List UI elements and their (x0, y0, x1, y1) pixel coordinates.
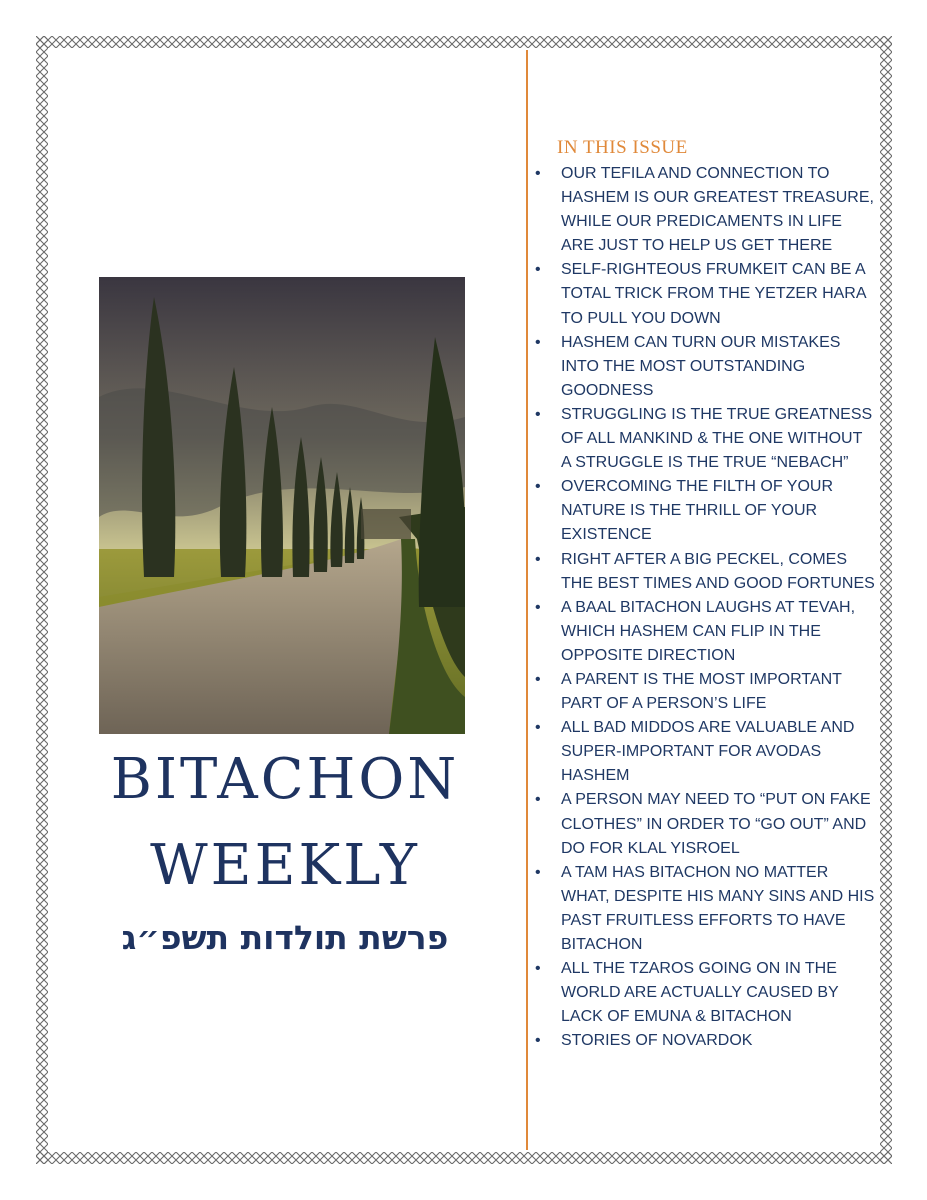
newsletter-title-line1: BITACHON (110, 747, 460, 812)
bullet-icon: • (535, 960, 541, 978)
list-item: • OVERCOMING THE FILTH OF YOUR NATURE IS THE THRILL OF YOUR EXISTENCE (535, 475, 875, 547)
list-item: • OUR TEFILA AND CONNECTION TO HASHEM IS OUR GREATEST TREASURE, WHILE OUR PREDICAMENTS IN LIFE ARE JUST TO HELP US GET THERE (535, 162, 875, 258)
issue-list (535, 162, 875, 1053)
bullet-icon: • (535, 719, 541, 737)
newsletter-title-line2: WEEKLY (150, 833, 420, 898)
in-this-issue-section (535, 137, 875, 1053)
in-this-issue-heading: IN THIS ISSUE (557, 137, 688, 158)
list-item: • ALL BAD MIDDOS ARE VALUABLE AND SUPER-IMPORTANT FOR AVODAS HASHEM (535, 716, 875, 788)
bullet-icon: • (535, 550, 541, 568)
list-item: • A PARENT IS THE MOST IMPORTANT PART OF A PERSON’S LIFE (535, 668, 875, 716)
bullet-icon: • (535, 863, 541, 881)
column-divider (526, 50, 528, 1150)
list-item: • A PERSON MAY NEED TO “PUT ON FAKE CLOTHES” IN ORDER TO “GO OUT” AND DO FOR KLAL YISROEL (535, 788, 875, 860)
list-item: • SELF-RIGHTEOUS FRUMKEIT CAN BE A TOTAL TRICK FROM THE YETZER HARA TO PULL YOU DOWN (535, 258, 875, 330)
bullet-icon: • (535, 1032, 541, 1050)
parsha-subtitle: פרשת תולדות תשפ״ג (121, 918, 449, 957)
list-item: • RIGHT AFTER A BIG PECKEL, COMES THE BEST TIMES AND GOOD FORTUNES (535, 548, 875, 596)
list-item: • ALL THE TZAROS GOING ON IN THE WORLD ARE ACTUALLY CAUSED BY LACK OF EMUNA & BITACHON (535, 957, 875, 1029)
bullet-icon: • (535, 598, 541, 616)
list-item: • HASHEM CAN TURN OUR MISTAKES INTO THE MOST OUTSTANDING GOODNESS (535, 331, 875, 403)
list-item: • STRUGGLING IS THE TRUE GREATNESS OF ALL MANKIND & THE ONE WITHOUT A STRUGGLE IS THE TRUE “NEBACH” (535, 403, 875, 475)
bullet-icon: • (535, 478, 541, 496)
list-item: • STORIES OF NOVARDOK (535, 1029, 875, 1053)
bullet-icon: • (535, 405, 541, 423)
list-item: • A BAAL BITACHON LAUGHS AT TEVAH, WHICH HASHEM CAN FLIP IN THE OPPOSITE DIRECTION (535, 596, 875, 668)
bullet-icon: • (535, 670, 541, 688)
bullet-icon: • (535, 165, 541, 182)
bullet-icon: • (535, 791, 541, 809)
bullet-icon: • (535, 261, 541, 279)
bullet-icon: • (535, 333, 541, 351)
list-item: • A TAM HAS BITACHON NO MATTER WHAT, DESPITE HIS MANY SINS AND HIS PAST FRUITLESS EFFORTS TO HAVE BITACHON (535, 861, 875, 957)
cypress-road-photo (99, 277, 465, 734)
